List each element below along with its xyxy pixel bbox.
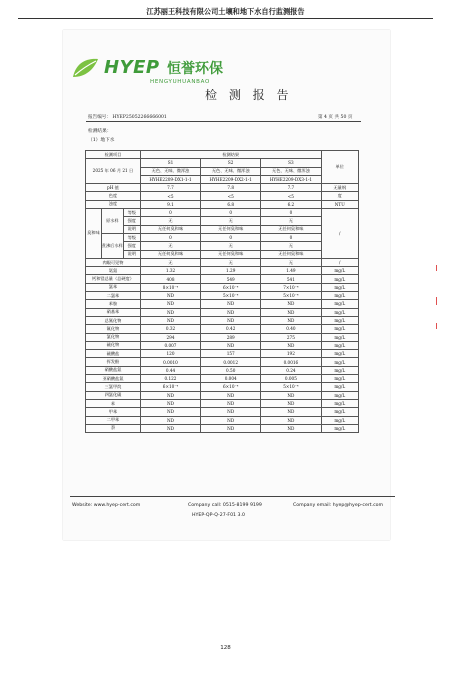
item-unit: mg/L	[321, 300, 359, 308]
item-value: <5	[140, 192, 200, 200]
item-value: 0	[261, 209, 321, 217]
table-row	[86, 416, 359, 424]
report-title: 检 测 报 告	[205, 88, 293, 102]
item-value: 192	[261, 350, 321, 358]
item-value: ND	[140, 292, 200, 300]
item-unit: mg/L	[321, 350, 359, 358]
item-value: 无任何臭和味	[201, 250, 261, 258]
item-value: 8×10⁻⁴	[140, 283, 200, 291]
boiled-sample-label: 煮沸后水样	[101, 233, 123, 258]
item-name: 四氯化碳	[86, 391, 141, 399]
sample-code: HYHE2209-DX3-1-1	[261, 175, 321, 183]
item-name: 氨氮	[86, 267, 141, 275]
item-unit: mg/L	[321, 316, 359, 324]
results-label: 检测结果：	[88, 129, 112, 134]
item-value: ND	[140, 300, 200, 308]
item-value: ND	[201, 399, 261, 407]
item-value: 275	[261, 333, 321, 341]
item-unit: mg/L	[321, 341, 359, 349]
table-row	[86, 375, 359, 383]
item-value: 无	[201, 258, 261, 266]
item-name: 二氯苯	[86, 292, 141, 300]
item-name: 萘	[86, 424, 141, 432]
item-unit: mg/L	[321, 358, 359, 366]
item-value: 9.1	[140, 200, 200, 208]
item-unit: mg/L	[321, 383, 359, 391]
item-value: ND	[201, 308, 261, 316]
item-value: 294	[140, 333, 200, 341]
odor-sub-label: 等级	[123, 209, 140, 217]
item-unit: mg/L	[321, 267, 359, 275]
item-value: 无	[201, 242, 261, 250]
item-value: 0	[201, 233, 261, 241]
item-value: 6.8	[201, 200, 261, 208]
table-row	[86, 242, 359, 250]
item-value: 0.40	[261, 325, 321, 333]
item-unit: mg/L	[321, 366, 359, 374]
item-value: 5×10⁻⁴	[261, 383, 321, 391]
item-value: 0.44	[140, 366, 200, 374]
item-name: 苯	[86, 399, 141, 407]
item-value: 7.8	[201, 184, 261, 192]
item-value: <5	[261, 192, 321, 200]
item-value: ND	[261, 341, 321, 349]
raw-sample-label: 原水样	[101, 209, 123, 234]
odor-sub-label: 说明	[123, 225, 140, 233]
odor-sub-label: 说明	[123, 250, 140, 258]
meta-rule	[86, 121, 361, 122]
item-value: 无	[140, 242, 200, 250]
item-name: 氯化物	[86, 333, 141, 341]
sample-code: HYHE2209-DX2-1-1	[201, 175, 261, 183]
item-value: 0.005	[261, 375, 321, 383]
item-unit: mg/L	[321, 408, 359, 416]
sample-code: HYHE2209-DX1-1-1	[140, 175, 200, 183]
table-row	[86, 283, 359, 291]
item-unit: mg/L	[321, 283, 359, 291]
table-row	[86, 366, 359, 374]
sample-desc: 无色、无味、微浑浊	[201, 167, 261, 175]
item-value: ND	[261, 416, 321, 424]
sample-desc: 无色、无味、微浑浊	[261, 167, 321, 175]
item-name: 挥发酚	[86, 358, 141, 366]
table-row	[86, 316, 359, 324]
item-unit: /	[321, 209, 359, 259]
item-unit: mg/L	[321, 275, 359, 283]
item-value: 5×10⁻⁴	[201, 292, 261, 300]
item-name: 色度	[86, 192, 141, 200]
item-value: ND	[261, 399, 321, 407]
table-row	[86, 225, 359, 233]
table-row	[86, 325, 359, 333]
item-value: 289	[201, 333, 261, 341]
item-value: ND	[201, 416, 261, 424]
item-value: 408	[140, 275, 200, 283]
odor-sub-label: 等级	[123, 233, 140, 241]
sample-desc: 无色、无味、微浑浊	[140, 167, 200, 175]
table-row	[86, 267, 359, 275]
table-row	[86, 200, 359, 208]
table-row	[86, 250, 359, 258]
item-value: 5×10⁻⁴	[261, 292, 321, 300]
item-value: 0	[140, 209, 200, 217]
footer-phone: Company call: 0515-8199 9199	[188, 503, 262, 508]
col-unit-header: 单位	[321, 151, 359, 184]
item-value: 1.49	[261, 267, 321, 275]
table-row	[86, 275, 359, 283]
item-value: 0.42	[201, 325, 261, 333]
odor-sub-label: 强度	[123, 242, 140, 250]
item-value: 0	[261, 233, 321, 241]
logo-brand: HYEP	[104, 57, 160, 78]
sampling-date: 2025 年 06 月 21 日	[86, 159, 141, 184]
item-value: 无	[261, 258, 321, 266]
item-value: ND	[261, 391, 321, 399]
item-unit: mg/L	[321, 391, 359, 399]
item-name: 肉眼可见物	[86, 258, 141, 266]
red-edge-mark	[436, 297, 437, 305]
item-value: 无	[201, 217, 261, 225]
item-name: 硝基苯	[86, 308, 141, 316]
item-value: 7×10⁻⁴	[261, 283, 321, 291]
table-row	[86, 341, 359, 349]
report-number	[88, 114, 167, 120]
table-row	[86, 209, 359, 217]
item-value: 0.004	[201, 375, 261, 383]
item-value: 0.0016	[261, 358, 321, 366]
item-value: ND	[201, 391, 261, 399]
item-value: ND	[140, 316, 200, 324]
item-value: ND	[261, 408, 321, 416]
table-row	[86, 391, 359, 399]
item-name: 硫酸盐	[86, 350, 141, 358]
item-name: 甲苯	[86, 408, 141, 416]
item-value: ND	[140, 391, 200, 399]
header-rule	[18, 18, 433, 19]
groundwater-results-table	[85, 150, 359, 433]
item-unit: mg/L	[321, 416, 359, 424]
item-value: 6.2	[261, 200, 321, 208]
table-row	[86, 399, 359, 407]
item-name: 氟化物	[86, 325, 141, 333]
item-value: ND	[140, 424, 200, 432]
item-name: 硫化物	[86, 341, 141, 349]
odor-sub-label: 强度	[123, 217, 140, 225]
item-value: 0	[201, 209, 261, 217]
item-value: 0.50	[201, 366, 261, 374]
item-value: 无	[261, 242, 321, 250]
table-row	[86, 184, 359, 192]
sample-id: S1	[140, 159, 200, 167]
item-unit: 无量纲	[321, 184, 359, 192]
item-value: 541	[261, 275, 321, 283]
col-results-header: 检测结果	[140, 151, 321, 159]
item-unit: mg/L	[321, 333, 359, 341]
item-value: 120	[140, 350, 200, 358]
item-value: ND	[140, 308, 200, 316]
table-row	[86, 333, 359, 341]
item-name: 亚硝酸盐氮	[86, 375, 141, 383]
page-info: 第 4 页 共 50 页	[318, 115, 353, 120]
item-value: 1.32	[140, 267, 200, 275]
item-name: 硝酸盐氮	[86, 366, 141, 374]
item-value: 549	[201, 275, 261, 283]
item-value: 1.29	[201, 267, 261, 275]
item-value: 无任何臭和味	[201, 225, 261, 233]
item-value: ND	[140, 408, 200, 416]
item-value: ND	[201, 341, 261, 349]
item-value: 0	[140, 233, 200, 241]
footer-email: Company email: hyep@hyep-cert.com	[293, 503, 384, 508]
item-unit: mg/L	[321, 399, 359, 407]
item-value: 0.007	[140, 341, 200, 349]
item-value: 6×10⁻⁴	[140, 383, 200, 391]
table-row	[86, 192, 359, 200]
item-value: 0.32	[140, 325, 200, 333]
leaf-icon	[70, 55, 100, 81]
item-unit: mg/L	[321, 308, 359, 316]
item-name: 钙和镁总量（总硬度）	[86, 275, 141, 283]
sample-id: S2	[201, 159, 261, 167]
footer-form-code: HYEP-QP-Q-27-F01 3.0	[192, 513, 245, 518]
item-unit: 度	[321, 192, 359, 200]
item-value: 0.0012	[201, 358, 261, 366]
item-name: 三氯甲烷	[86, 383, 141, 391]
item-value: 无任何臭和味	[261, 225, 321, 233]
table-row	[86, 233, 359, 241]
table-row	[86, 408, 359, 416]
table-row	[86, 258, 359, 266]
company-logo	[70, 55, 226, 95]
table-row	[86, 300, 359, 308]
item-unit: mg/L	[321, 375, 359, 383]
item-value: ND	[201, 300, 261, 308]
table-row	[86, 217, 359, 225]
item-value: ND	[261, 316, 321, 324]
item-value: 0.24	[261, 366, 321, 374]
item-value: ND	[261, 308, 321, 316]
item-value: ND	[140, 399, 200, 407]
item-name: 浊度	[86, 200, 141, 208]
item-unit: NTU	[321, 200, 359, 208]
item-value: 157	[201, 350, 261, 358]
item-value: 7.7	[140, 184, 200, 192]
item-value: 6×10⁻⁴	[201, 383, 261, 391]
table-row	[86, 383, 359, 391]
item-unit: mg/L	[321, 424, 359, 432]
report-number-value: HYEP25052266666001	[112, 115, 167, 120]
table-row	[86, 350, 359, 358]
red-edge-mark	[436, 265, 437, 271]
item-value: ND	[201, 424, 261, 432]
item-value: 0.0010	[140, 358, 200, 366]
section-label: （1）地下水	[88, 138, 115, 143]
item-value: 6×10⁻⁴	[201, 283, 261, 291]
item-value: 无	[140, 258, 200, 266]
table-row	[86, 424, 359, 432]
footer-rule	[70, 496, 395, 497]
item-name: 苯胺	[86, 300, 141, 308]
item-unit: mg/L	[321, 292, 359, 300]
red-edge-mark	[436, 323, 437, 329]
item-unit: /	[321, 258, 359, 266]
item-value: ND	[261, 300, 321, 308]
page-header: 江苏丽王科技有限公司土壤和地下水自行监测报告	[146, 7, 305, 16]
item-name: 二甲苯	[86, 416, 141, 424]
footer-website: Website: www.hyep-cert.com	[72, 503, 141, 508]
item-value: ND	[201, 316, 261, 324]
item-value: 7.7	[261, 184, 321, 192]
item-value: 0.122	[140, 375, 200, 383]
item-value: ND	[261, 424, 321, 432]
item-value: ND	[140, 416, 200, 424]
item-value: 无任何臭和味	[140, 225, 200, 233]
item-value: 无	[140, 217, 200, 225]
item-unit: mg/L	[321, 325, 359, 333]
item-value: <5	[201, 192, 261, 200]
item-value: 无任何臭和味	[261, 250, 321, 258]
item-name: 氯苯	[86, 283, 141, 291]
item-name: 总氰化物	[86, 316, 141, 324]
odor-group-label: 臭和味	[86, 209, 102, 259]
logo-en: HENGYUHUANBAO	[150, 79, 211, 85]
col-item-header: 检测项目	[86, 151, 141, 159]
table-row	[86, 292, 359, 300]
item-value: 无任何臭和味	[140, 250, 200, 258]
report-number-label: 报告编号：	[88, 115, 111, 120]
item-value: ND	[201, 408, 261, 416]
table-row	[86, 308, 359, 316]
logo-cn: 恒誉环保	[167, 61, 223, 77]
item-name: pH 值	[86, 184, 141, 192]
page-number: 128	[220, 645, 231, 651]
table-header-row	[86, 151, 359, 159]
table-row	[86, 358, 359, 366]
sample-id: S3	[261, 159, 321, 167]
item-value: 无	[261, 217, 321, 225]
table-header-row	[86, 159, 359, 167]
